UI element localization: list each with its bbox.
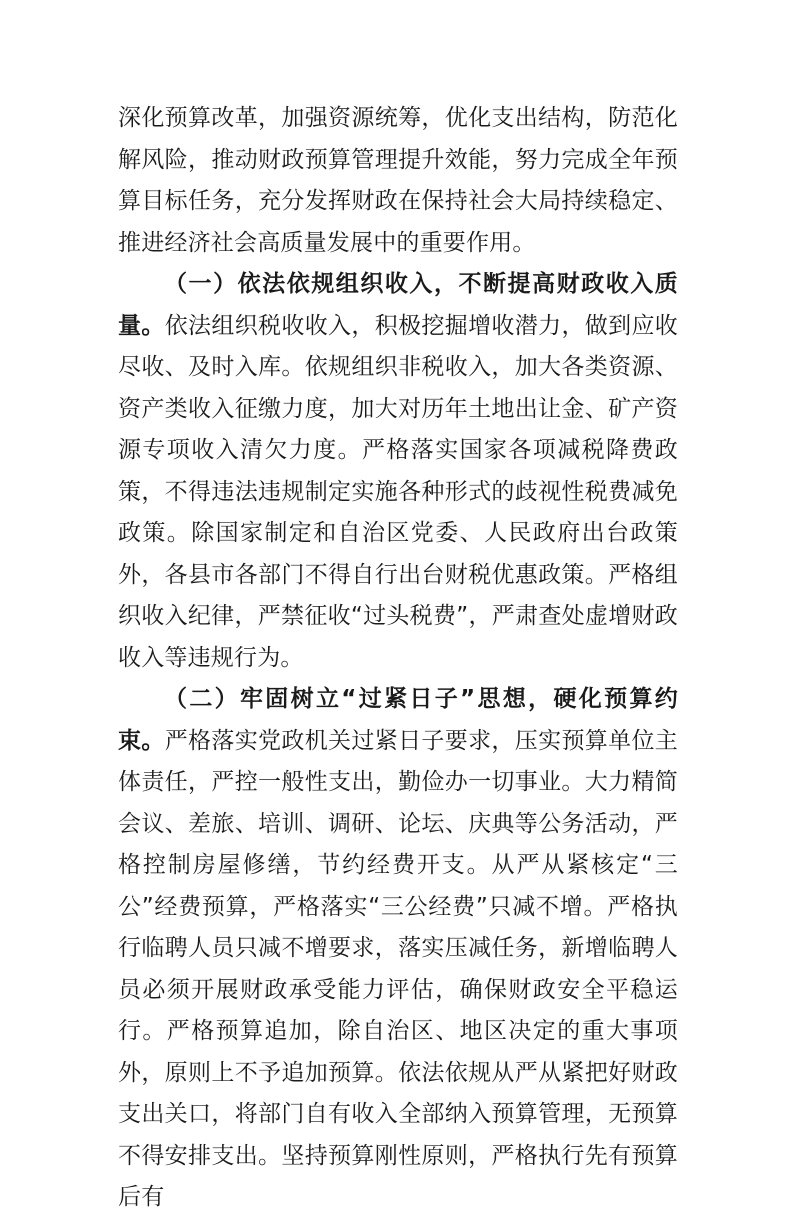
section-heading: （二）牢固树立“过紧日子”思想，硬化预算约束。 — [118, 686, 678, 754]
section-heading: （一）依法依规组织收入，不断提高财政收入质量。 — [118, 271, 678, 339]
paragraph-section-two — [118, 679, 678, 1219]
paragraph-text: 依法组织税收收入，积极挖掘增收潜力，做到应收尽收、及时入库。依规组织非税收入，加大各类资源、资产类收入征缴力度，加大对历年土地出让金、矿产资源专项收入清欠力度。严格落实国家各项减税降费政策，不得违法违规制定实施各种形式的歧视性税费减免政策。除国家制定和自治区党委、人民政府出台政策外，各县市各部门不得自行出台财税优惠政策。严格组织收入纪律，严禁征收“过头税费”，严肃查处虚增财政收入等违规行为。 — [118, 312, 678, 671]
paragraph-text: 严格落实党政机关过紧日子要求，压实预算单位主体责任，严控一般性支出，勤俭办一切事业。大力精简会议、差旅、培训、调研、论坛、庆典等公务活动，严格控制房屋修缮，节约经费开支。从严从紧核定“三公”经费预算，严格落实“三公经费”只减不增。严格执行临聘人员只减不增要求，落实压减任务，新增临聘人员必须开展财政承受能力评估，确保财政安全平稳运行。严格预算追加，除自治区、地区决定的重大事项外，原则上不予追加预算。依法依规从严从紧把好财政支出关口，将部门自有收入全部纳入预算管理，无预算不得安排支出。坚持预算刚性原则，严格执行先有预算后有 — [118, 727, 678, 1210]
document-page — [118, 98, 678, 1219]
paragraph-intro-continuation — [118, 98, 678, 264]
paragraph-section-one — [118, 264, 678, 679]
paragraph-text: 深化预算改革，加强资源统筹，优化支出结构，防范化解风险，推动财政预算管理提升效能，努力完成全年预算目标任务，充分发挥财政在保持社会大局持续稳定、推进经济社会高质量发展中的重要作用。 — [118, 105, 678, 256]
